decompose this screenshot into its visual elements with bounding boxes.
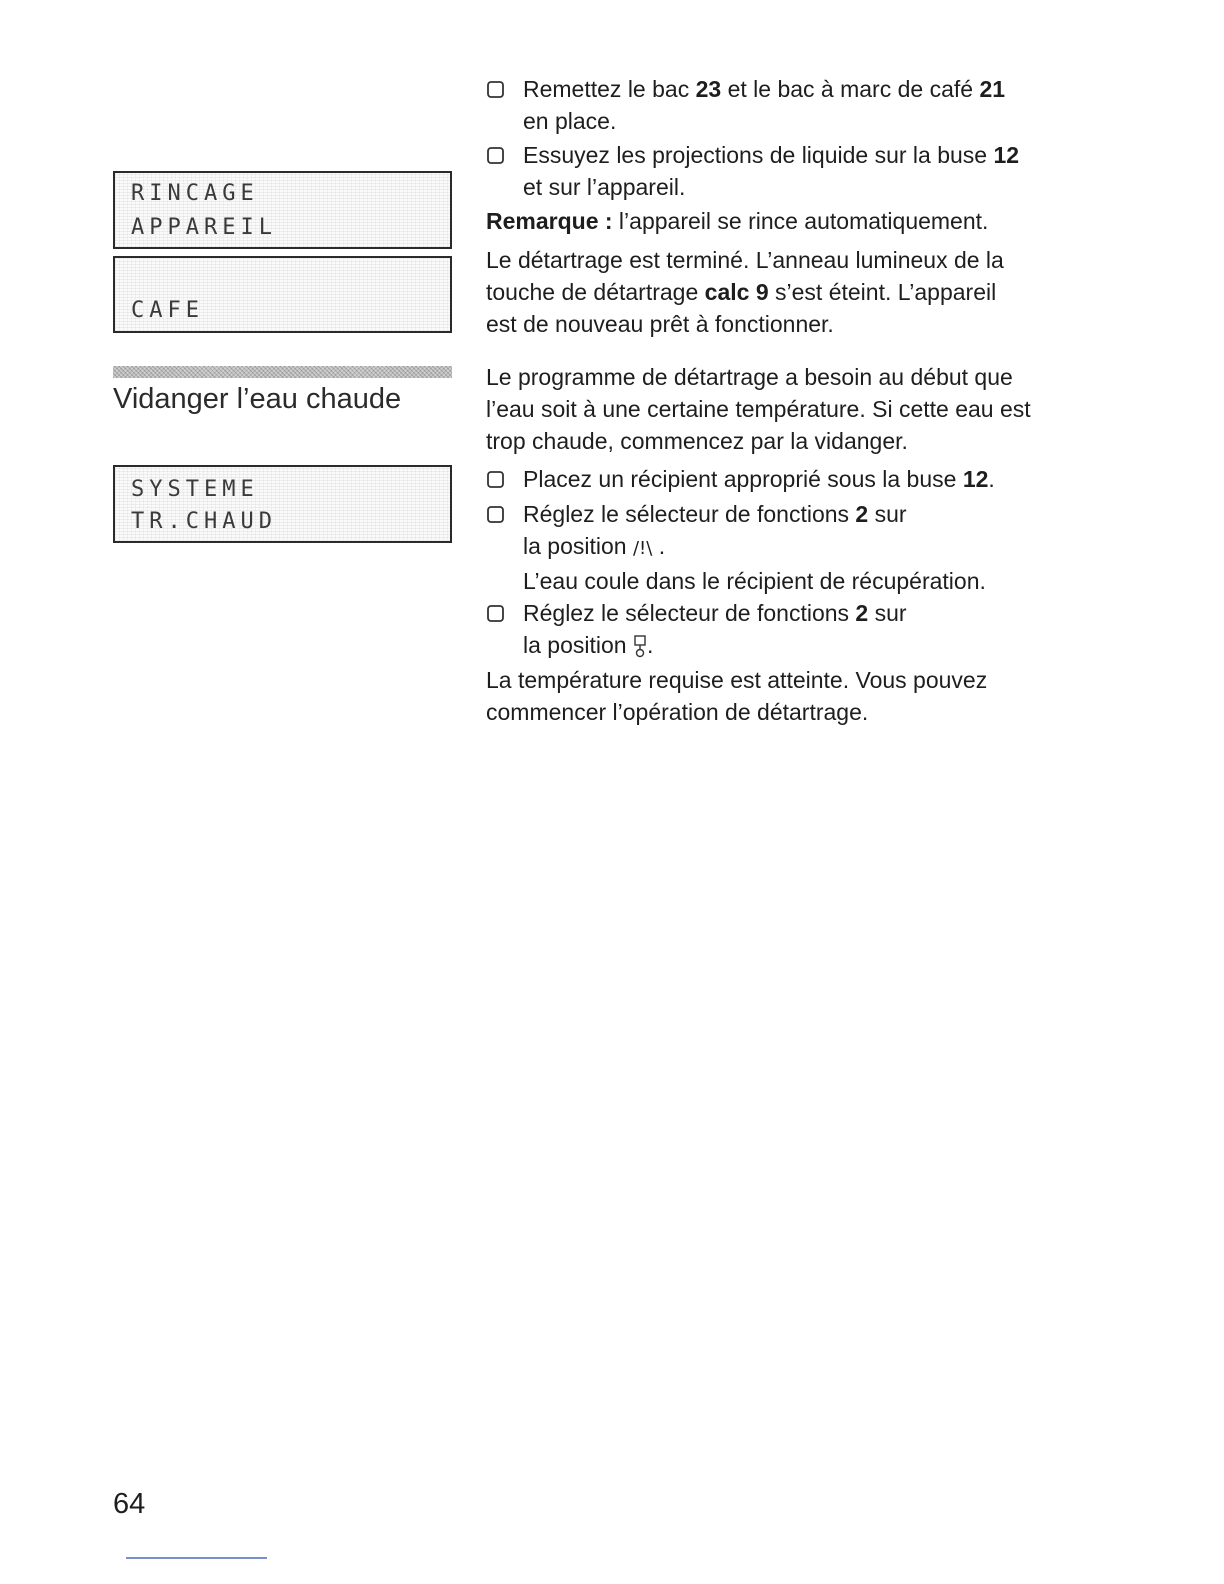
checkbox-bullet-icon [486, 505, 506, 525]
intro-paragraph: Le programme de détartrage a besoin au début que l’eau soit à une certaine température. Si cette eau est trop chaude, commencez par la vidanger. [486, 364, 1031, 454]
footer-rule [126, 1557, 267, 1559]
lcd-display-system [113, 465, 452, 543]
lcd-line-1: RINCAGE [131, 181, 259, 206]
conclusion-paragraph: La température requise est atteinte. Vous pouvez commencer l’opération de détartrage. [486, 667, 988, 725]
checkbox-bullet-icon [486, 80, 506, 100]
section-title: Vidanger l’eau chaude [113, 383, 402, 415]
checkbox-bullet-icon [486, 604, 506, 624]
remark-paragraph: Remarque : l’appareil se rince automatiquement. [486, 208, 989, 234]
lcd-line-2: TR.CHAUD [131, 509, 277, 534]
steam-position-symbol: /!\ [632, 538, 653, 559]
checkbox-bullet-icon [486, 470, 506, 490]
lcd-display-rinse [113, 171, 452, 249]
lcd-line-2: APPAREIL [131, 215, 277, 240]
lcd-line-2: CAFE [131, 298, 204, 323]
lcd-line-1: SYSTEME [131, 477, 259, 502]
section-divider-bar [113, 366, 452, 378]
descaling-done-paragraph: Le détartrage est terminé. L’anneau lumineux de la touche de détartrage calc 9 s’est éteint. L’appareil est de nouveau prêt à fonctionner. [486, 247, 1004, 337]
cup-position-icon [633, 634, 647, 658]
lcd-display-coffee [113, 256, 452, 333]
checkbox-bullet-icon [486, 146, 506, 166]
page-number: 64 [113, 1488, 146, 1520]
